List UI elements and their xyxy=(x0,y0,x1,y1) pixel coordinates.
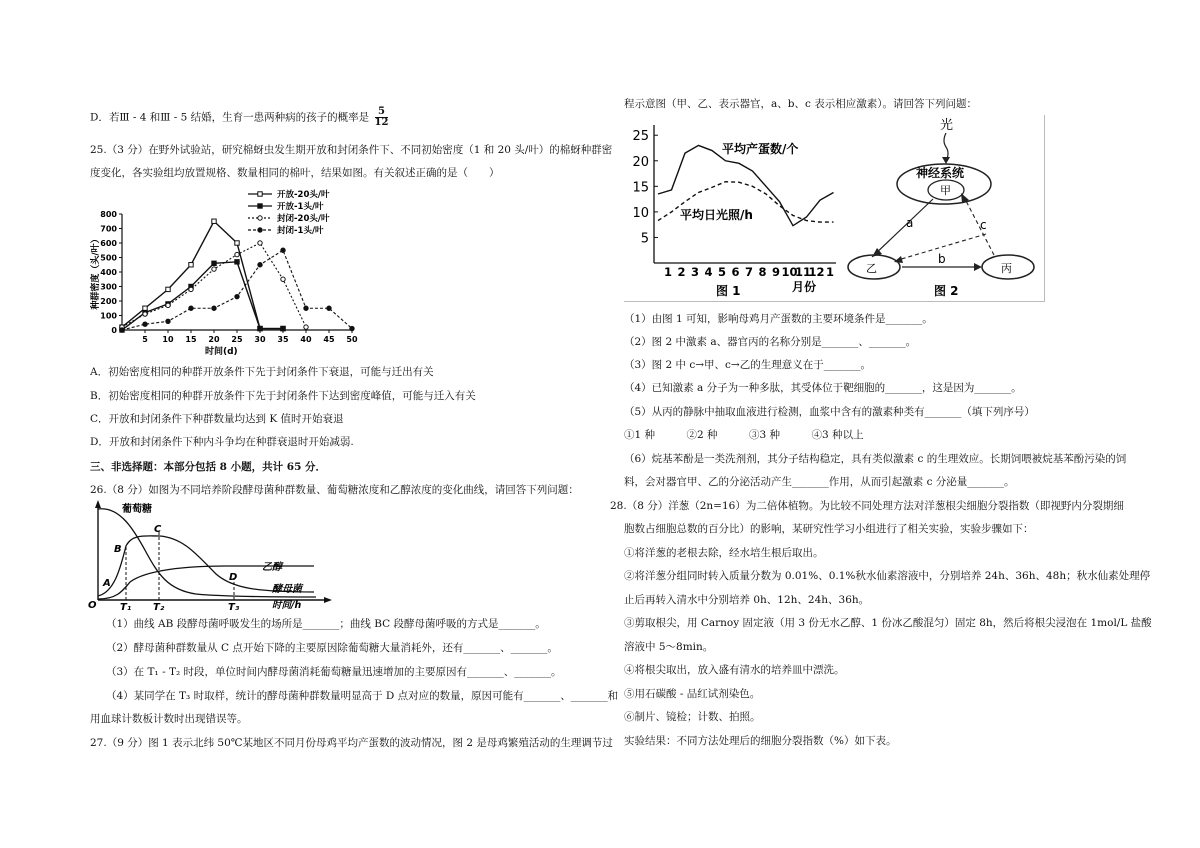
hormone-c-label: c xyxy=(980,218,987,232)
y-tick-label: 20 xyxy=(632,154,649,170)
data-point xyxy=(212,261,216,265)
data-point xyxy=(327,306,331,310)
y-tick-label: 600 xyxy=(100,239,117,248)
light-arrow-head xyxy=(942,157,950,164)
y-tick-label: 25 xyxy=(632,129,649,145)
right-column xyxy=(600,0,1200,848)
y-tick-label: 100 xyxy=(100,311,117,321)
yeast-culture-chart xyxy=(86,500,346,612)
x-tick-label: 35 xyxy=(277,335,289,344)
hormone-c-to-jia xyxy=(964,197,994,255)
q28-step-4: ④将根尖取出，放入盛有清水的培养皿中漂洗。 xyxy=(624,664,845,676)
data-point xyxy=(281,277,285,281)
q28-result-intro: 实验结果：不同方法处理后的细胞分裂指数（%）如下表。 xyxy=(624,735,897,747)
data-point xyxy=(166,287,170,291)
x-tick-label: 15 xyxy=(185,335,197,344)
data-point xyxy=(166,319,170,323)
hormone-a-arrow xyxy=(872,199,933,257)
q26-item-4-cont: 用血球计数板计数时出现错误等。 xyxy=(90,713,248,725)
q27-item-4: （4）已知激素 a 分子为一种多肽，其受体位于靶细胞的_______，这是因为_______。 xyxy=(624,382,1022,394)
data-point xyxy=(212,219,216,223)
x-tick-label: 10 xyxy=(162,335,174,344)
legend-label: 开放-1头/叶 xyxy=(277,202,324,212)
y-tick-label: 500 xyxy=(100,253,117,263)
t2-label: T₂ xyxy=(153,602,165,612)
x-axis-label: 时间/h xyxy=(272,600,302,611)
data-point xyxy=(235,260,239,264)
y-tick-label: 800 xyxy=(100,210,117,219)
x-axis-arrow xyxy=(324,597,332,603)
organ-bing-label: 丙 xyxy=(1001,262,1012,275)
y-tick-label: 200 xyxy=(100,297,117,306)
x-axis-label: 时间(d) xyxy=(205,347,238,357)
y-tick-label: 700 xyxy=(100,224,117,234)
q27-item-3: （3）图 2 中 c→甲、c→乙的生理意义在于_______。 xyxy=(624,359,871,371)
q26-item-2: （2）酵母菌种群数量从 C 点开始下降的主要原因除葡萄糖大量消耗外，还有_______、_______。 xyxy=(106,642,558,654)
x-tick-label: 12 xyxy=(808,265,825,279)
legend-label: 开放-20头/叶 xyxy=(277,190,330,200)
x-tick-label: 9 xyxy=(771,265,781,279)
x-tick-label: 10 xyxy=(781,265,798,279)
egg-production-chart xyxy=(624,115,844,301)
q24-option-d: D．若Ⅲ - 4 和Ⅲ - 5 结婚，生育一患两种病的孩子的概率是 $\frac{5}{12}$ xyxy=(90,106,389,128)
data-point xyxy=(304,325,308,329)
x-tick-label: 45 xyxy=(323,335,335,344)
x-tick-label: 30 xyxy=(254,335,266,344)
data-point xyxy=(189,263,193,267)
x-tick-label: 20 xyxy=(208,335,220,344)
q28-step-3: ③剪取根尖，用 Carnoy 固定液（用 3 份无水乙醇、1 份冰乙酸混匀）固定 8h，然后将根尖浸泡在 1mol/L 盐酸 xyxy=(624,617,1152,629)
t3-label: T₃ xyxy=(228,602,240,612)
aphid-density-chart xyxy=(88,186,368,358)
section-3-heading: 三、非选择题：本部分包括 8 小题，共计 65 分． xyxy=(90,461,327,473)
data-point xyxy=(212,306,216,310)
data-point xyxy=(120,328,124,332)
hormone-b-label: b xyxy=(938,252,946,266)
data-point xyxy=(281,326,285,330)
data-point xyxy=(258,326,262,330)
yeast-label: 酵母菌 xyxy=(272,584,302,595)
q28-step-1: ①将洋葱的老根去除，经水培生根后取出。 xyxy=(624,547,824,559)
x-tick-label: 5 xyxy=(142,335,148,344)
x-tick-label: 8 xyxy=(758,265,767,279)
x-tick-label: 1 xyxy=(663,265,673,279)
data-point xyxy=(143,322,147,326)
q28-line-2: 胞数占细胞总数的百分比）的影响，某研究性学习小组进行了相关实验，实验步骤如下： xyxy=(624,523,1034,535)
q28-line-1: 28.（8 分）洋葱（2n=16）为二倍体植物。为比较不同处理方法对洋葱根尖细胞分裂指数（即视野内分裂期细 xyxy=(610,500,1124,512)
ethanol-label: 乙醇 xyxy=(262,562,282,573)
q27-item-1: （1）由图 1 可知，影响母鸡月产蛋数的主要环境条件是_______。 xyxy=(624,313,933,325)
probability-fraction: $\frac{5}{12}$ xyxy=(374,106,389,128)
x-tick-label: 11 xyxy=(794,265,812,279)
daylight-label: 平均日光照/h xyxy=(680,208,753,222)
series-line-3 xyxy=(122,243,306,327)
data-point xyxy=(235,294,239,298)
egg-count-label: 平均产蛋数/个 xyxy=(722,142,799,156)
data-point xyxy=(212,267,216,271)
q27-item-2: （2）图 2 中激素 a、器官丙的名称分别是_______、_______。 xyxy=(624,336,917,348)
q27-item-6: （6）烷基苯酚是一类洗剂剂，其分子结构稳定，具有类似激素 c 的生理效应。长期饲喂被烷基苯酚污染的饲 xyxy=(624,453,1127,465)
organ-yi-label: 乙 xyxy=(866,262,877,275)
y-axis-arrow xyxy=(95,500,101,508)
figure-2-caption: 图 2 xyxy=(934,284,959,298)
q25-option-d: D．开放和封闭条件下种内斗争均在种群衰退时开始减弱. xyxy=(90,436,354,448)
data-point xyxy=(189,306,193,310)
data-point xyxy=(350,326,354,330)
point-a-label: A xyxy=(103,578,111,589)
y-tick-label: 15 xyxy=(632,180,649,196)
legend-label: 封闭-20头/叶 xyxy=(277,214,330,224)
q26-item-4: （4）某同学在 T₃ 时取样，统计的酵母菌种群数量明显高于 D 点对应的数量，原因可能有_______、_______和 xyxy=(106,690,619,702)
q26-stem: 26.（8 分）如图为不同培养阶段酵母菌种群数量、葡萄糖浓度和乙醇浓度的变化曲线，请回答下列问题： xyxy=(90,484,579,496)
glucose-label: 葡萄糖 xyxy=(122,504,152,515)
hormone-a-label: a xyxy=(906,216,914,230)
q25-option-b: B．初始密度相同的种群开放条件下先于封闭条件下达到密度峰值，可能与迁入有关 xyxy=(90,390,476,402)
q27-item-5-options: ①1 种 ②2 种 ③3 种 ④3 种以上 xyxy=(624,429,864,441)
hormone-b-arrow-head xyxy=(974,263,982,271)
data-point xyxy=(143,306,147,310)
q25-option-c: C．开放和封闭条件下种群数量均达到 K 值时开始衰退 xyxy=(90,413,344,425)
x-axis-label: 月份 xyxy=(792,280,817,294)
organ-jia-label: 甲 xyxy=(940,184,951,197)
q28-step-6: ⑥制片、镜检；计数、拍照。 xyxy=(624,711,761,723)
x-tick-label: 50 xyxy=(346,335,358,344)
q25-stem-1: 25.（3 分）在野外试验站，研究棉蚜虫发生期开放和封闭条件下、不同初始密度（1 和 20 头/叶）的棉蚜种群密 xyxy=(90,144,613,156)
legend-marker xyxy=(258,204,262,208)
point-b-label: B xyxy=(114,544,122,555)
q28-step-2: ②将洋葱分组同时转入质量分数为 0.01%、0.1%秋水仙素溶液中，分别培养 24h、36h、48h；秋水仙素处理停 xyxy=(624,570,1151,582)
legend-marker xyxy=(258,228,262,232)
q26-item-3: （3）在 T₁ - T₂ 时段，单位时间内酵母菌消耗葡萄糖量迅速增加的主要原因有_______、_______。 xyxy=(106,666,562,678)
q28-step-2-cont: 止后再转入清水中分别培养 0h、12h、24h、36h。 xyxy=(624,594,870,606)
origin-label: O xyxy=(88,600,97,611)
x-tick-label: 6 xyxy=(731,265,740,279)
y-tick-label: 5 xyxy=(640,231,649,247)
x-tick-label: 2 xyxy=(677,265,686,279)
y-tick-label: 400 xyxy=(100,268,117,277)
x-tick-label: 1 xyxy=(825,265,835,279)
x-tick-label: 7 xyxy=(744,265,754,279)
q25-option-a: A．初始密度相同的种群开放条件下先于封闭条件下衰退，可能与迁出有关 xyxy=(90,366,434,378)
series-line-2 xyxy=(122,262,283,330)
data-point xyxy=(304,306,308,310)
point-d-label: D xyxy=(229,572,238,583)
data-point xyxy=(258,263,262,267)
q27-figure-box xyxy=(624,115,1045,302)
q27-item-5: （5）从丙的静脉中抽取血液进行检测，血浆中含有的激素种类有_______（填下列序号） xyxy=(624,406,1035,418)
legend-label: 封闭-1头/叶 xyxy=(277,226,324,236)
legend-marker xyxy=(258,192,262,196)
light-wave-icon xyxy=(944,133,948,161)
q28-step-3-cont: 溶液中 5～8min。 xyxy=(624,641,714,653)
data-point xyxy=(258,241,262,245)
data-point xyxy=(143,312,147,316)
legend-marker xyxy=(258,216,262,220)
data-point xyxy=(189,287,193,291)
q27-stem: 27.（9 分）图 1 表示北纬 50℃某地区不同月份母鸡平均产蛋数的波动情况，图 2 是母鸡繁殖活动的生理调节过 xyxy=(90,737,613,749)
y-tick-label: 300 xyxy=(100,282,117,292)
data-point xyxy=(235,241,239,245)
q26-item-1: （1）曲线 AB 段酵母菌呼吸发生的场所是_______；曲线 BC 段酵母菌呼吸的方式是_______。 xyxy=(106,618,546,630)
nervous-system-label: 神经系统 xyxy=(916,166,965,180)
x-tick-label: 25 xyxy=(231,335,243,344)
y-tick-label: 0 xyxy=(111,326,117,335)
data-point xyxy=(166,303,170,307)
x-tick-label: 5 xyxy=(717,265,727,279)
q27-item-6-cont: 料，会对器官甲、乙的分泌活动产生_______作用，从而引起激素 c 分泌量_______。 xyxy=(624,476,1015,488)
data-point xyxy=(281,248,285,252)
x-tick-label: 40 xyxy=(300,335,312,344)
q25-stem-2: 度变化，各实验组均放置规格、数量相同的棉叶，结果如图。有关叙述正确的是（ ） xyxy=(90,167,500,179)
q28-step-5: ⑤用石碳酸 - 品红试剂染色。 xyxy=(624,688,761,700)
x-tick-label: 4 xyxy=(704,265,713,279)
light-label: 光 xyxy=(940,118,954,133)
q27-stem-cont: 程示意图（甲、乙、表示器官，a、b、c 表示相应激素）。请回答下列问题： xyxy=(624,98,977,110)
t1-label: T₁ xyxy=(120,602,132,612)
hormone-regulation-diagram xyxy=(846,115,1044,301)
y-tick-label: 10 xyxy=(632,205,649,221)
x-tick-label: 3 xyxy=(690,265,700,279)
y-axis-label: 种群密度（头/叶） xyxy=(91,234,101,310)
data-point xyxy=(235,252,239,256)
figure-1-caption: 图 1 xyxy=(716,284,741,298)
point-c-label: C xyxy=(154,524,162,535)
